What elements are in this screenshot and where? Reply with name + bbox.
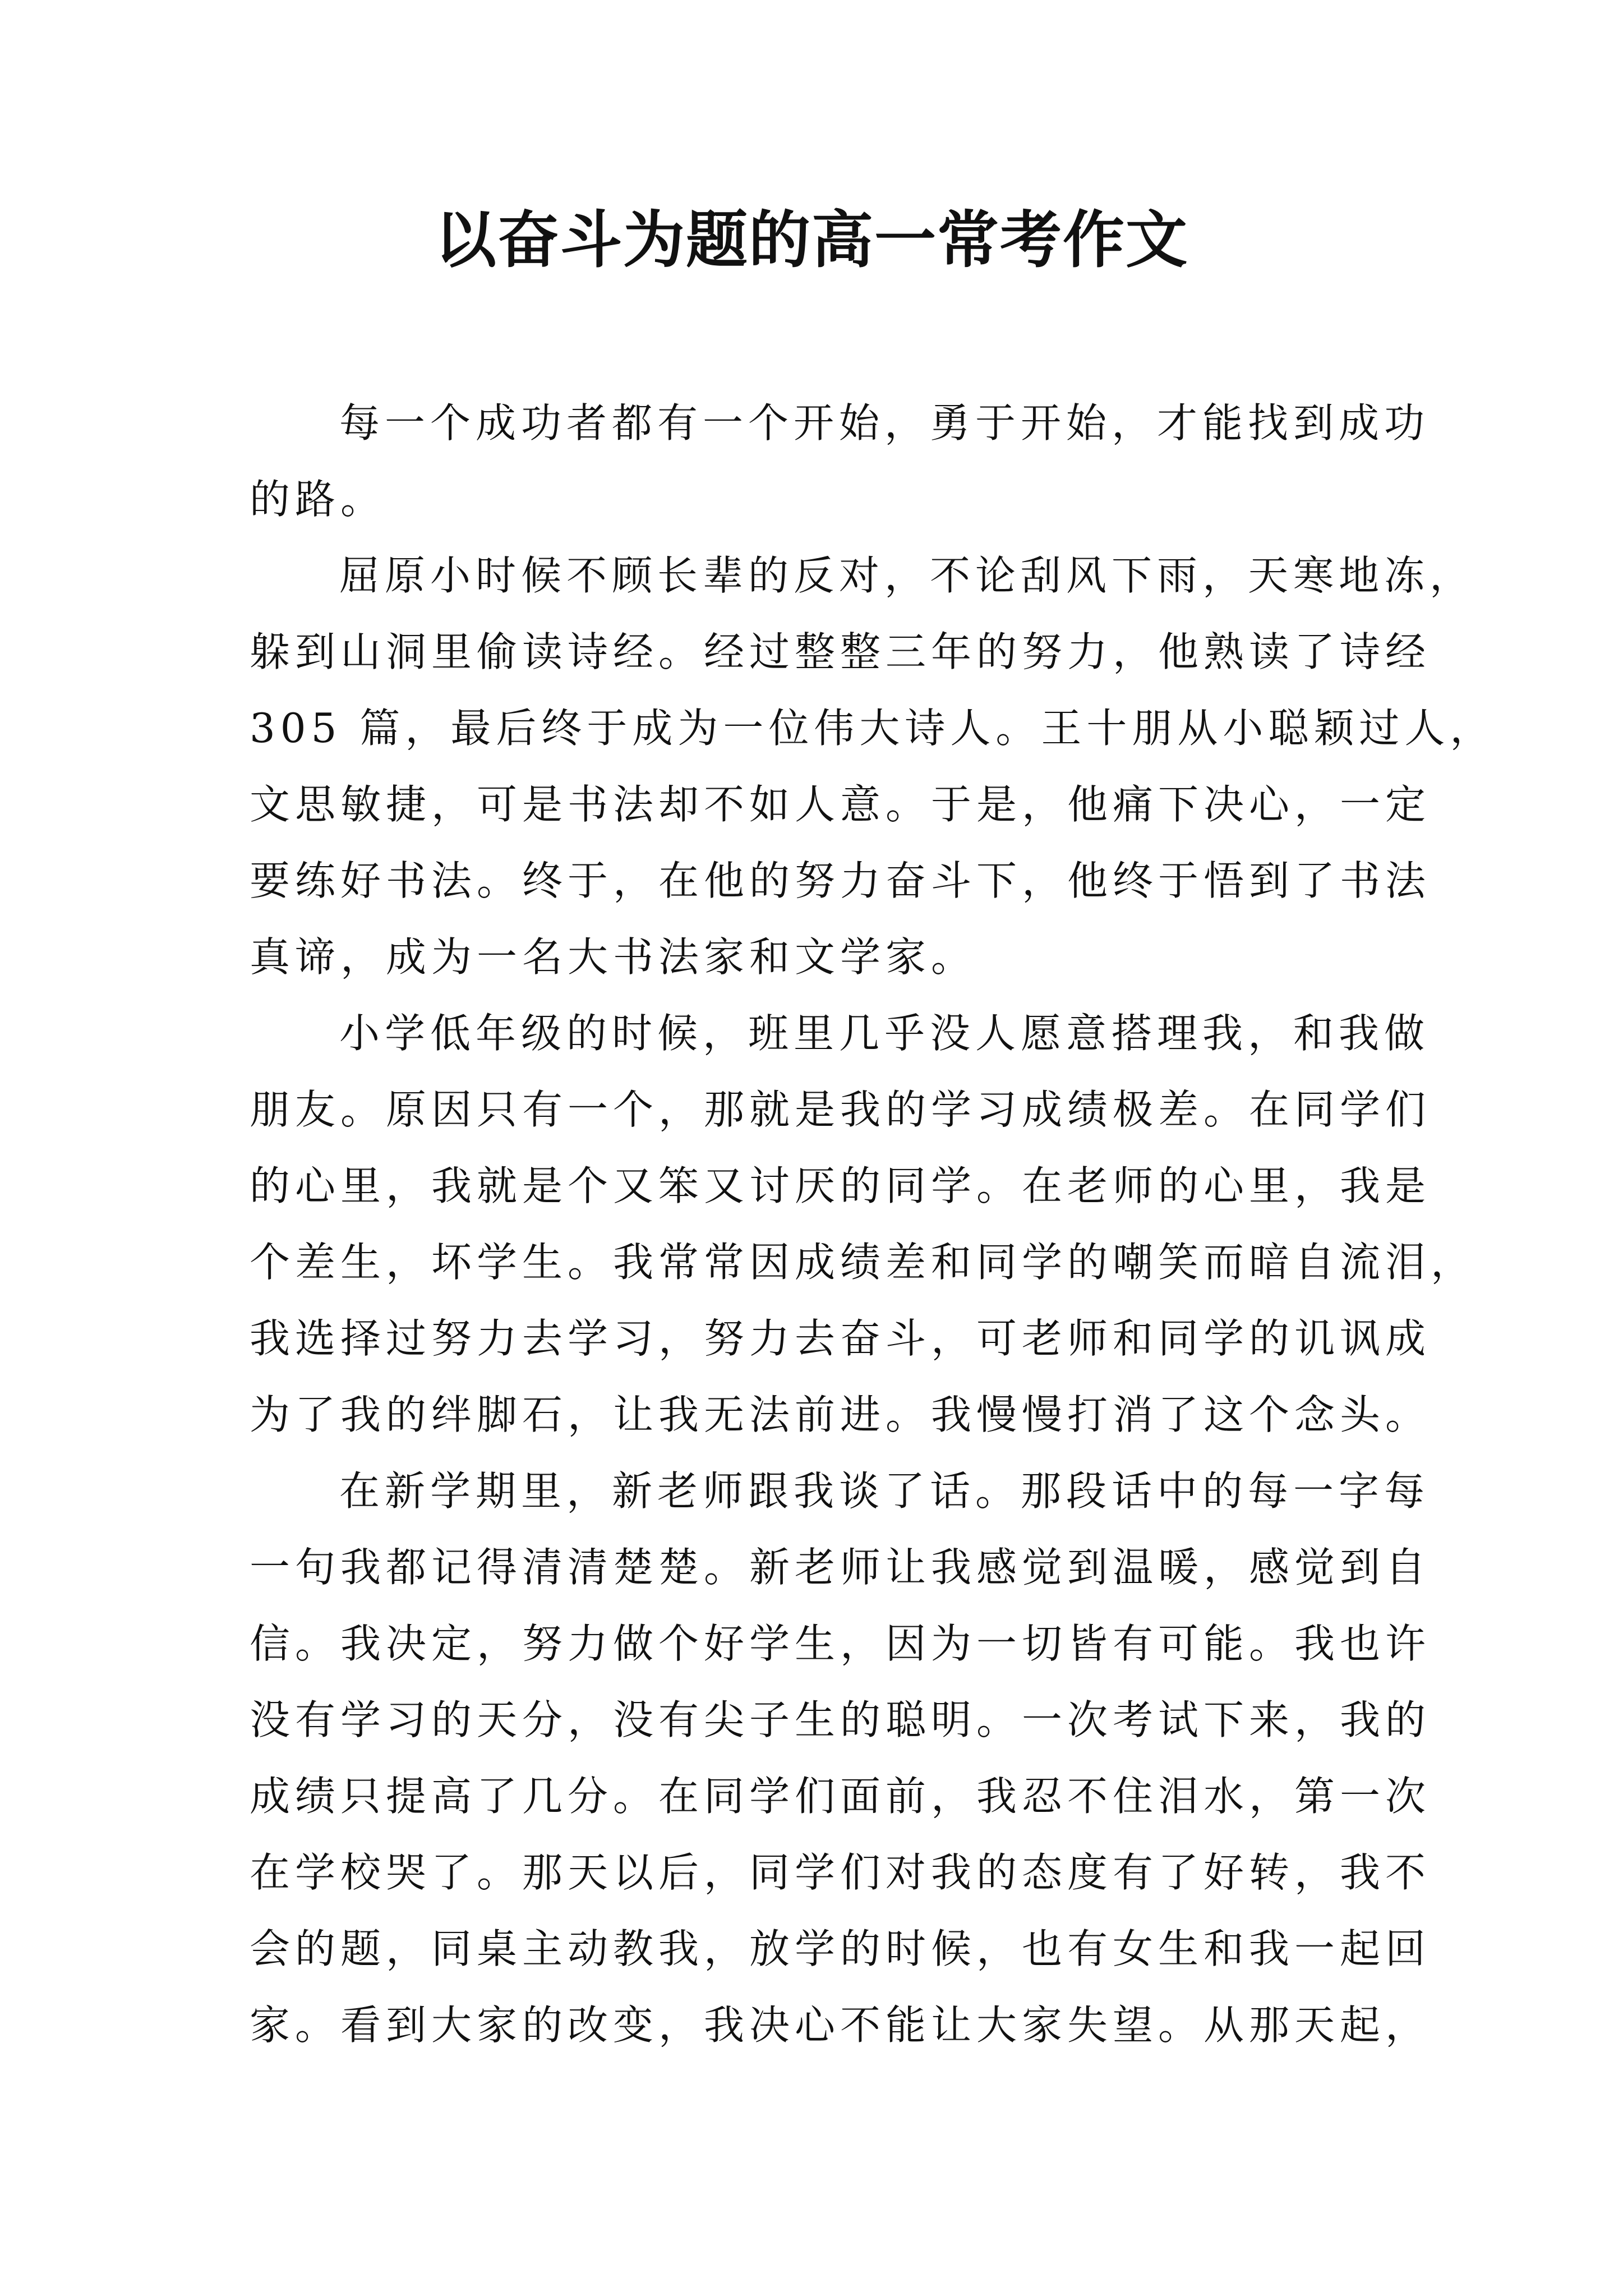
- paragraph-first-line: 小学低年级的时候，班里几乎没人愿意搭理我，和我做: [339, 1010, 1430, 1057]
- text-line: 会的题，同桌主动教我，放学的时候，也有女生和我一起回: [250, 1925, 1431, 1972]
- text-line: 为了我的绊脚石，让我无法前进。我慢慢打消了这个念头。: [250, 1391, 1431, 1438]
- text-line: 的心里，我就是个又笨又讨厌的同学。在老师的心里，我是: [250, 1162, 1431, 1209]
- text-line: 个差生，坏学生。我常常因成绩差和同学的嘲笑而暗自流泪，: [250, 1239, 1477, 1286]
- text-line: 文思敏捷，可是书法却不如人意。于是，他痛下决心，一定: [250, 781, 1431, 828]
- text-line: 要练好书法。终于，在他的努力奋斗下，他终于悟到了书法: [250, 857, 1431, 904]
- text-line: 成绩只提高了几分。在同学们面前，我忍不住泪水，第一次: [250, 1773, 1431, 1820]
- paragraph-first-line: 每一个成功者都有一个开始，勇于开始，才能找到成功: [339, 399, 1430, 447]
- text-line: 信。我决定，努力做个好学生，因为一切皆有可能。我也许: [250, 1620, 1431, 1667]
- essay-body: [250, 385, 1496, 2063]
- text-line: 躲到山洞里偷读诗经。经过整整三年的努力，他熟读了诗经: [250, 628, 1431, 675]
- text-line: 的路。: [250, 476, 386, 523]
- text-line: 我选择过努力去学习，努力去奋斗，可老师和同学的讥讽成: [250, 1315, 1431, 1362]
- paragraph-first-line: 屈原小时候不顾长辈的反对，不论刮风下雨，天寒地冻，: [339, 552, 1476, 599]
- text-line: 真谛，成为一名大书法家和文学家。: [250, 933, 977, 981]
- text-line: 一句我都记得清清楚楚。新老师让我感觉到温暖，感觉到自: [250, 1544, 1431, 1591]
- paragraph-first-line: 在新学期里，新老师跟我谈了话。那段话中的每一字每: [339, 1467, 1430, 1515]
- text-line: 305 篇，最后终于成为一位伟大诗人。王十朋从小聪颖过人，: [250, 705, 1496, 752]
- text-line: 没有学习的天分，没有尖子生的聪明。一次考试下来，我的: [250, 1696, 1431, 1743]
- text-line: 朋友。原因只有一个，那就是我的学习成绩极差。在同学们: [250, 1086, 1431, 1133]
- document-title: 以奋斗为题的高一常考作文: [435, 204, 1188, 276]
- text-line: 在学校哭了。那天以后，同学们对我的态度有了好转，我不: [250, 1849, 1431, 1896]
- text-line: 家。看到大家的改变，我决心不能让大家失望。从那天起，: [250, 2001, 1431, 2049]
